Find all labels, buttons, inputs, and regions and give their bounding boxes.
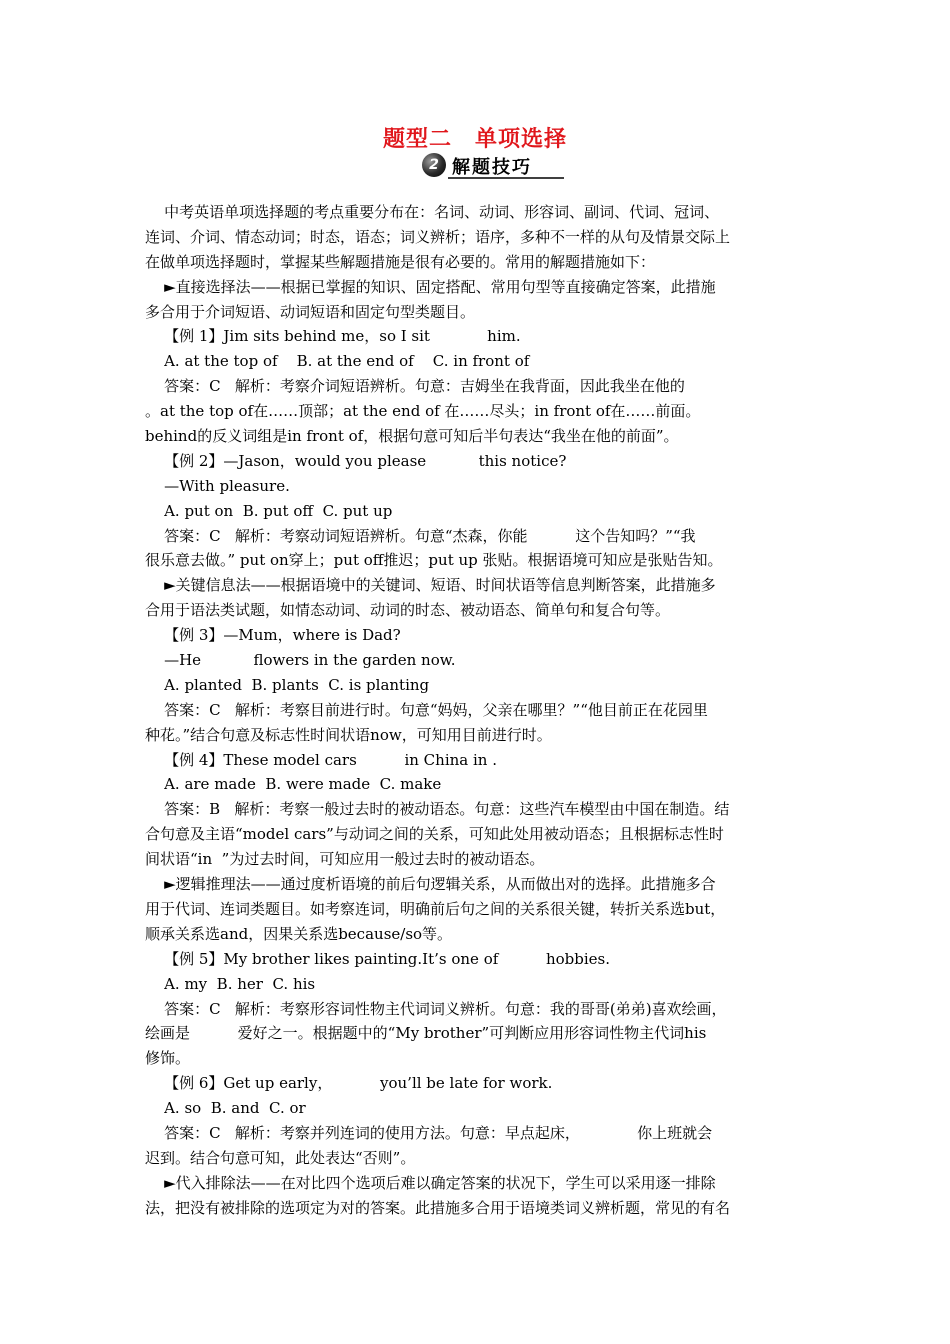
body-line: A. planted B. plants C. is planting xyxy=(145,675,430,694)
badge-label: 解题技巧 xyxy=(452,157,532,178)
body-line: 多合用于介词短语、动词短语和固定句型类题目。 xyxy=(145,302,476,321)
body-line: 。at the top of在……顶部；at the end of 在……尽头；in front of在……前面。 xyxy=(145,402,701,421)
badge-number: 2 xyxy=(429,157,439,173)
body-line: 绘画是 爱好之一。根据题中的“My brother”可判断应用形容词性物主代词his xyxy=(145,1024,707,1043)
body-line: ►直接选择法——根据已掌握的知识、固定搭配、常用句型等直接确定答案，此措施 xyxy=(145,277,716,296)
body-line: 【例 5】My brother likes painting.It’s one of hobbies. xyxy=(145,949,611,968)
body-line: —He flowers in the garden now. xyxy=(145,651,456,670)
body-line: —With pleasure. xyxy=(145,476,290,495)
body-line: 答案：C 解析：考察并列连词的使用方法。句意：早点起床， 你上班就会 xyxy=(145,1123,713,1142)
body-line: 种花。”结合句意及标志性时间状语now，可知用目前进行时。 xyxy=(145,725,552,744)
body-line: A. my B. her C. his xyxy=(145,974,316,993)
body-line: 合用于语法类试题，如情态动词、动词的时态、被动语态、简单句和复合句等。 xyxy=(145,601,671,620)
body-line: 【例 2】—Jason，would you please this notice? xyxy=(145,451,567,470)
body-line: 用于代词、连词类题目。如考察连词，明确前后句之间的关系很关键，转折关系选but， xyxy=(145,899,726,918)
body-line: 答案：C 解析：考察介词短语辨析。句意：吉姆坐在我背面，因此我坐在他的 xyxy=(145,377,685,396)
body-line: 【例 1】Jim sits behind me，so I sit him. xyxy=(145,327,521,346)
body-line: 法，把没有被排除的选项定为对的答案。此措施多合用于语境类词义辨析题，常见的有名 xyxy=(145,1198,731,1217)
body-line: 答案：C 解析：考察动词短语辨析。句意“杰森，你能 这个告知吗？”“我 xyxy=(145,526,696,545)
body-line: 很乐意去做。” put on穿上；put off推迟；put up 张贴。根据语境可知应是张贴告知。 xyxy=(145,551,723,570)
body-line: behind的反义词组是in front of，根据句意可知后半句表达“我坐在他的前面”。 xyxy=(145,427,679,446)
body-line: ►代入排除法——在对比四个选项后难以确定答案的状况下，学生可以采用逐一排除 xyxy=(145,1173,716,1192)
body-line: ►关键信息法——根据语境中的关键词、短语、时间状语等信息判断答案，此措施多 xyxy=(145,576,716,595)
body-line: 间状语“in ”为过去时间，可知应用一般过去时的被动语态。 xyxy=(145,850,545,869)
body-line: 答案：C 解析：考察形容词性物主代词词义辨析。句意：我的哥哥(弟弟)喜欢绘画， xyxy=(145,999,727,1018)
body-line: A. at the top of B. at the end of C. in front of xyxy=(145,352,530,371)
body-line: 【例 6】Get up early， you’ll be late for work. xyxy=(145,1074,553,1093)
body-line: A. put on B. put off C. put up xyxy=(145,501,393,520)
body-line: 合句意及主语“model cars”与动词之间的关系，可知此处用被动语态；且根据标志性时 xyxy=(145,825,724,844)
body-line: 【例 4】These model cars in China in . xyxy=(145,750,497,769)
body-line: 顺承关系选and，因果关系选because/so等。 xyxy=(145,924,453,943)
body-line: 答案：B 解析：考察一般过去时的被动语态。句意：这些汽车模型由中国在制造。结 xyxy=(145,800,730,819)
body-line: A. so B. and C. or xyxy=(145,1099,306,1118)
document-body xyxy=(145,200,817,1221)
body-line: 中考英语单项选择题的考点重要分布在：名词、动词、形容词、副词、代词、冠词、 xyxy=(145,203,720,221)
body-line: 在做单项选择题时，掌握某些解题措施是很有必要的。常用的解题措施如下： xyxy=(145,252,656,271)
body-line: 修饰。 xyxy=(145,1049,191,1068)
body-line: ►逻辑推理法——通过度析语境的前后句逻辑关系，从而做出对的选择。此措施多合 xyxy=(145,875,716,894)
section-badge xyxy=(422,150,572,180)
body-line: 答案：C 解析：考察目前进行时。句意“妈妈，父亲在哪里？”“他目前正在花园里 xyxy=(145,700,708,719)
return-arrow-icon xyxy=(448,176,564,180)
body-line: 连词、介词、情态动词；时态，语态；词义辨析；语序，多种不一样的从句及情景交际上 xyxy=(145,227,731,246)
body-line: A. are made B. were made C. make xyxy=(145,775,442,794)
page-title: 题型二 单项选择 xyxy=(382,127,567,152)
body-line: 迟到。结合句意可知，此处表达“否则”。 xyxy=(145,1148,416,1167)
body-line: 【例 3】—Mum，where is Dad? xyxy=(145,626,401,645)
